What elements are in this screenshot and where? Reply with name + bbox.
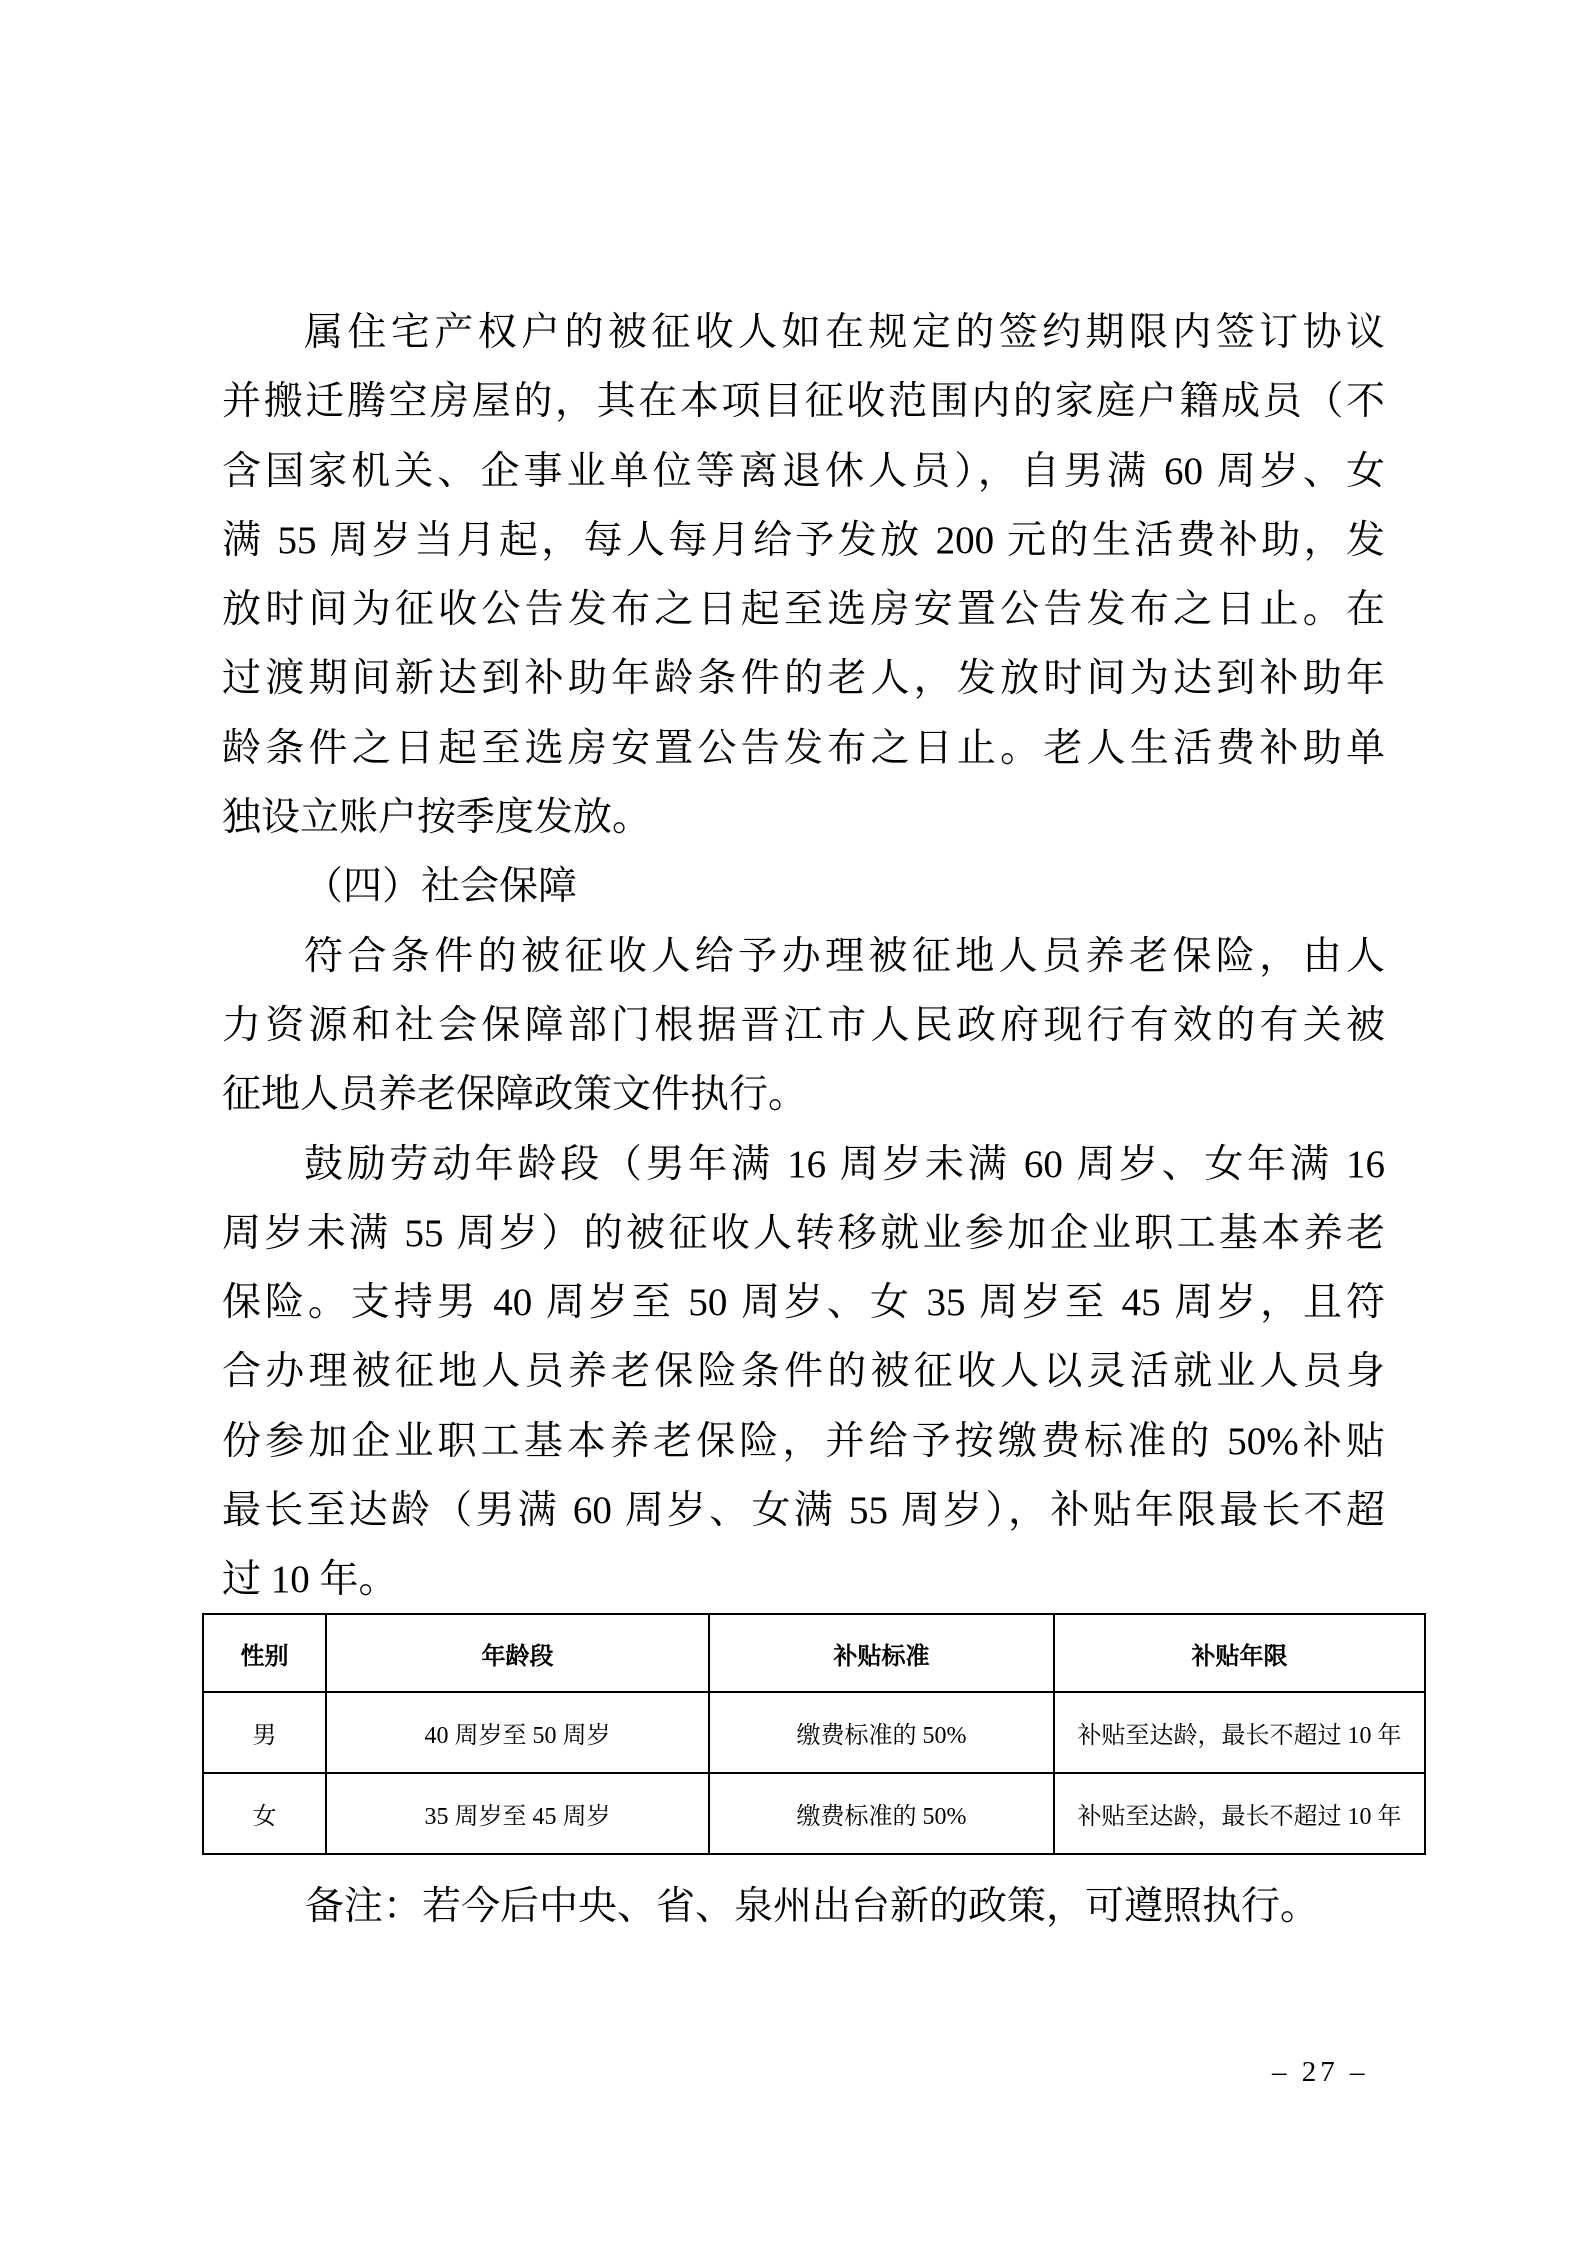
table-row (203, 1773, 1425, 1854)
page-number: – 27 – (1272, 2056, 1369, 2088)
table-cell: 男 (203, 1692, 326, 1773)
paragraph-line: 属住宅产权户的被征收人如在规定的签约期限内签订协议 (304, 311, 1385, 354)
paragraph-line: 独设立账户按季度发放。 (222, 796, 652, 840)
paragraph-line: 份参加企业职工基本养老保险，并给予按缴费标准的 50%补贴 (222, 1419, 1385, 1463)
paragraph-line: 过 10 年。 (222, 1558, 398, 1602)
subsidy-table (202, 1613, 1426, 1855)
table-cell: 补贴至达龄，最长不超过 10 年 (1054, 1692, 1425, 1773)
table-header-row (203, 1614, 1425, 1692)
table-cell: 女 (203, 1773, 326, 1854)
paragraph-line: 周岁未满 55 周岁）的被征收人转移就业参加企业职工基本养老 (222, 1211, 1385, 1255)
body-text-block (222, 298, 1385, 1615)
table-row (203, 1692, 1425, 1773)
paragraph-line: 力资源和社会保障部门根据晋江市人民政府现行有效的有关被 (222, 1003, 1385, 1047)
table-cell: 缴费标准的 50% (709, 1692, 1054, 1773)
paragraph-line: 放时间为征收公告发布之日起至选房安置公告发布之日止。在 (222, 588, 1385, 632)
paragraph-line: 含国家机关、企事业单位等离退休人员），自男满 60 周岁、女 (222, 449, 1385, 493)
paragraph-line: 满 55 周岁当月起，每人每月给予发放 200 元的生活费补助，发 (222, 518, 1385, 562)
table-header-cell: 性别 (203, 1614, 326, 1692)
paragraph-line: 鼓励劳动年龄段（男年满 16 周岁未满 60 周岁、女年满 16 (304, 1142, 1385, 1186)
paragraph-line: 符合条件的被征收人给予办理被征地人员养老保险，由人 (304, 934, 1385, 978)
table-cell: 补贴至达龄，最长不超过 10 年 (1054, 1773, 1425, 1854)
paragraph-line: 保险。支持男 40 周岁至 50 周岁、女 35 周岁至 45 周岁，且符 (222, 1281, 1385, 1325)
paragraph-line: 过渡期间新达到补助年龄条件的老人，发放时间为达到补助年 (222, 657, 1385, 701)
table-header-cell: 年龄段 (326, 1614, 709, 1692)
table-cell: 缴费标准的 50% (709, 1773, 1054, 1854)
paragraph-line: 征地人员养老保障政策文件执行。 (222, 1073, 808, 1117)
paragraph-line: 龄条件之日起至选房安置公告发布之日止。老人生活费补助单 (222, 726, 1385, 770)
table-cell: 40 周岁至 50 周岁 (326, 1692, 709, 1773)
paragraph-line: 并搬迁腾空房屋的，其在本项目征收范围内的家庭户籍成员（不 (222, 380, 1385, 424)
table-header-cell: 补贴标准 (709, 1614, 1054, 1692)
table-header-cell: 补贴年限 (1054, 1614, 1425, 1692)
paragraph-line: 合办理被征地人员养老保险条件的被征收人以灵活就业人员身 (222, 1350, 1385, 1394)
section-heading: （四）社会保障 (304, 865, 578, 909)
paragraph-line: 最长至达龄（男满 60 周岁、女满 55 周岁），补贴年限最长不超 (222, 1489, 1385, 1533)
note-line: 备注：若今后中央、省、泉州出台新的政策，可遵照执行。 (305, 1885, 1320, 1928)
table-cell: 35 周岁至 45 周岁 (326, 1773, 709, 1854)
